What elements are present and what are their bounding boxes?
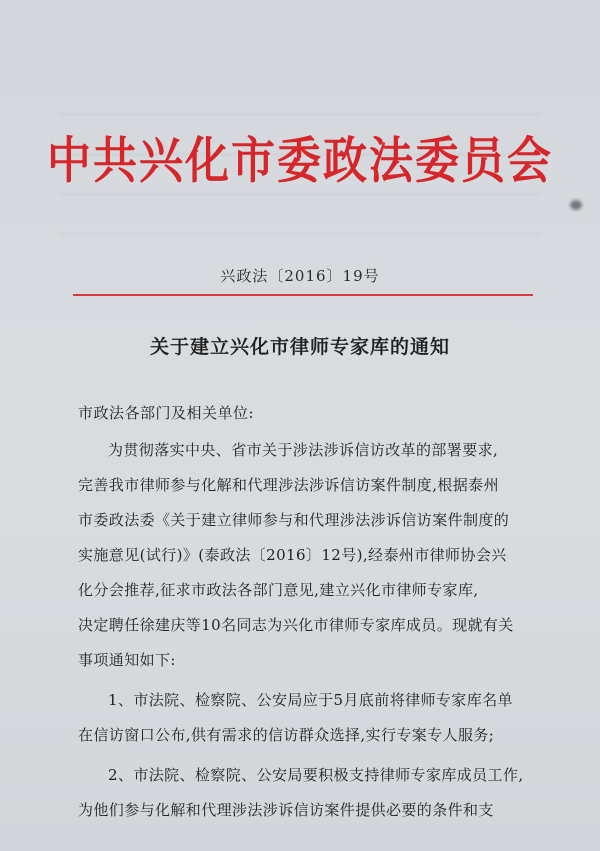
- paragraph-1-line: 化分会推荐,征求市政法各部门意见,建立兴化市律师专家库,: [78, 581, 479, 599]
- red-separator-line: [73, 294, 533, 296]
- paragraph-1-line: 事项通知如下:: [78, 651, 176, 669]
- ink-smudge: [570, 200, 582, 210]
- item-2-line: 2、市法院、检察院、公安局要积极支持律师专家库成员工作,: [108, 766, 524, 784]
- item-1-line: 在信访窗口公布,供有需求的信访群众选择,实行专案专人服务;: [78, 726, 495, 744]
- paragraph-1-line: 市委政法委《关于建立律师参与和代理涉法涉诉信访案件制度的: [78, 511, 510, 529]
- document-number: 兴政法〔2016〕19号: [220, 267, 380, 285]
- paragraph-1-line: 完善我市律师参与化解和代理涉法涉诉信访案件制度,根据泰州: [78, 476, 499, 494]
- issuing-organization-title: 中共兴化市委政法委员会: [47, 132, 553, 190]
- paragraph-1-line: 为贯彻落实中央、省市关于涉法涉诉信访改革的部署要求,: [108, 441, 499, 459]
- item-1-line: 1、市法院、检察院、公安局应于5月底前将律师专家库名单: [108, 691, 513, 709]
- notice-title: 关于建立兴化市律师专家库的通知: [149, 336, 450, 358]
- paragraph-1-line: 决定聘任徐建庆等10名同志为兴化市律师专家库成员。现就有关: [78, 616, 514, 634]
- item-2-line: 为他们参与化解和代理涉法涉诉信访案件提供必要的条件和支: [78, 801, 494, 819]
- paragraph-1-line: 实施意见(试行)》(泰政法〔2016〕12号),经泰州市律师协会兴: [78, 546, 507, 564]
- salutation: 市政法各部门及相关单位:: [78, 404, 255, 422]
